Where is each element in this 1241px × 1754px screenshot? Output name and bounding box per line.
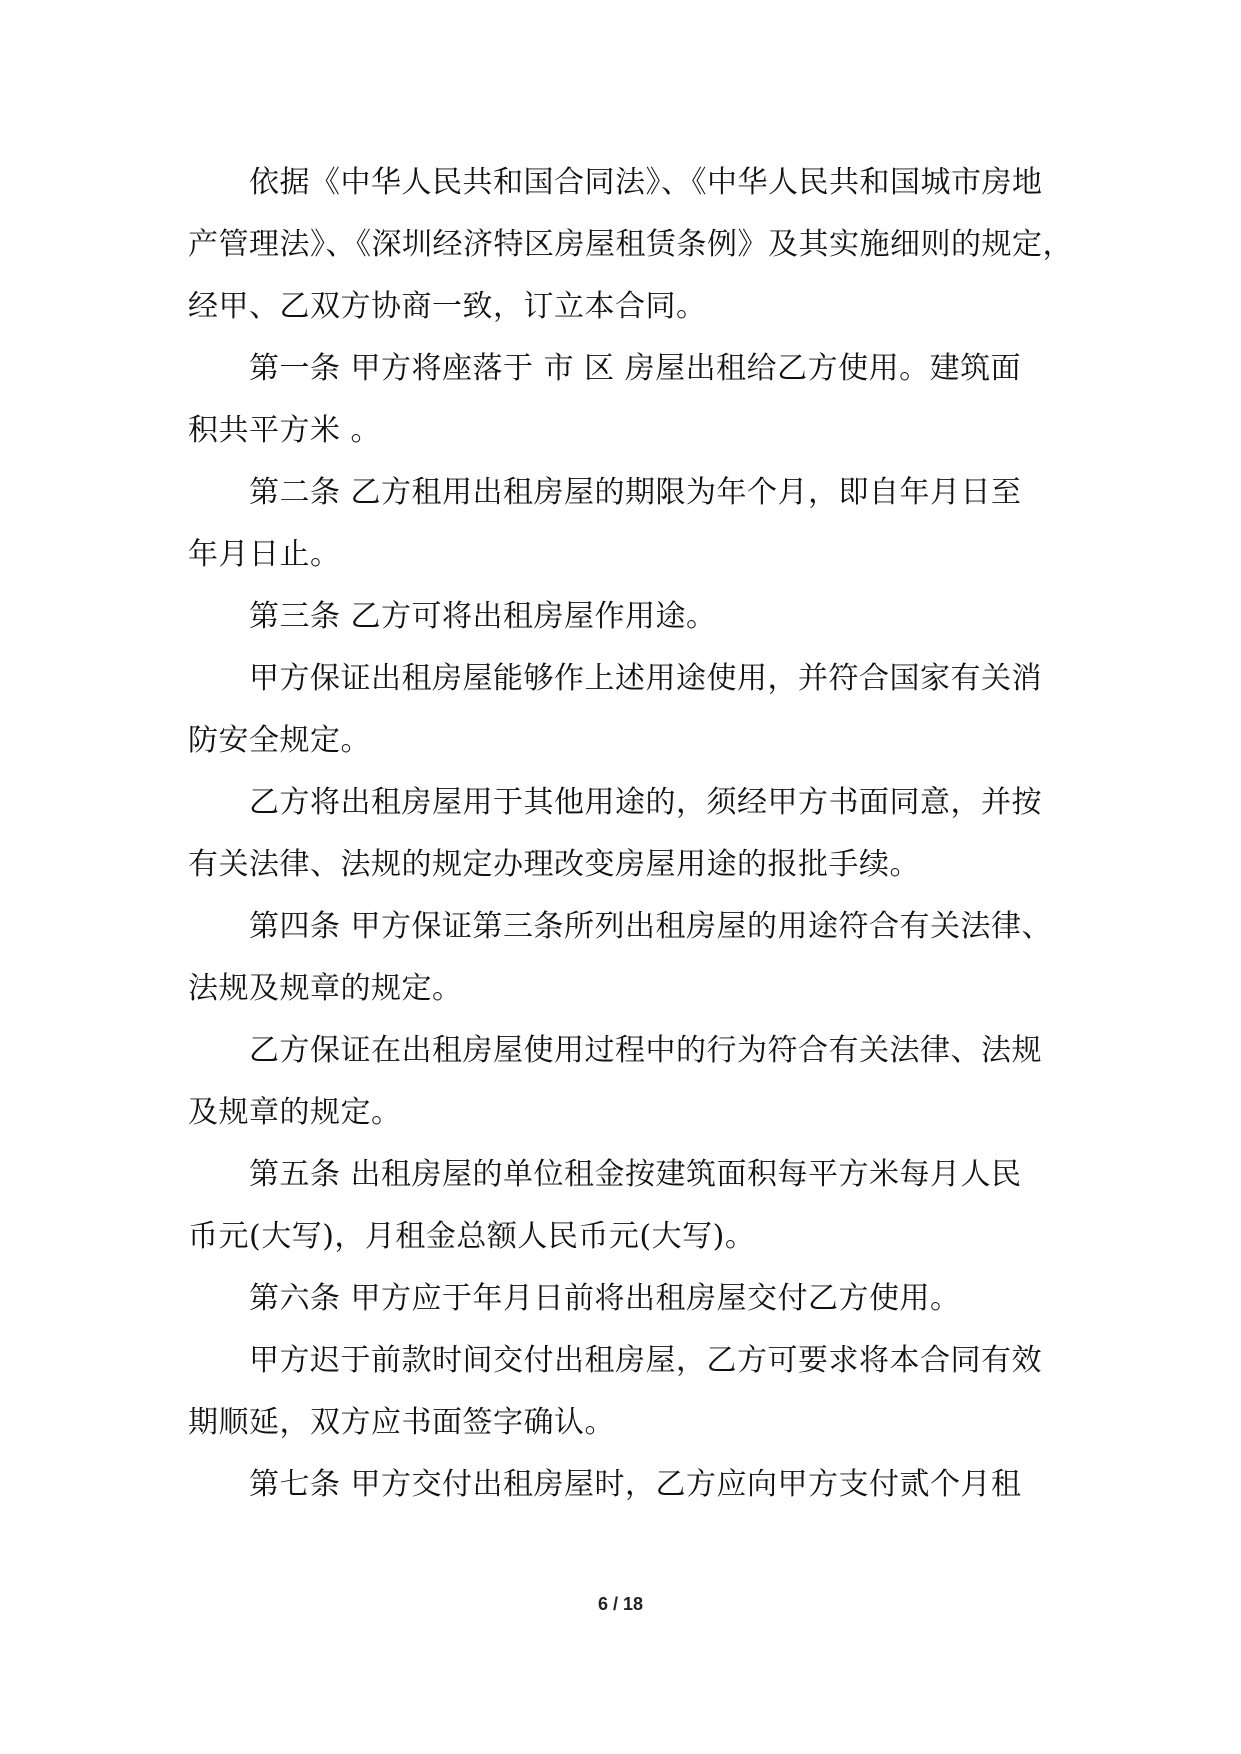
- article-2-line: 年月日止。: [188, 537, 341, 572]
- paragraph-line: 甲方保证出租房屋能够作上述用途使用，并符合国家有关消: [249, 661, 1042, 696]
- article-6-line: 第六条 甲方应于年月日前将出租房屋交付乙方使用。: [249, 1281, 961, 1316]
- article-1-line: 第一条 甲方将座落于 市 区 房屋出租给乙方使用。建筑面: [249, 351, 1022, 386]
- page-number: 6 / 18: [597, 1594, 644, 1614]
- paragraph-line: 乙方将出租房屋用于其他用途的，须经甲方书面同意，并按: [249, 785, 1042, 820]
- document-body: [188, 152, 1073, 1516]
- article-4-line: 第四条 甲方保证第三条所列出租房屋的用途符合有关法律、: [249, 909, 1053, 944]
- article-5-line: 币元(大写)，月租金总额人民币元(大写)。: [188, 1219, 756, 1254]
- article-7-line: 第七条 甲方交付出租房屋时，乙方应向甲方支付贰个月租: [249, 1467, 1022, 1502]
- paragraph-line: 有关法律、法规的规定办理改变房屋用途的报批手续。: [188, 847, 920, 882]
- paragraph-line: 及规章的规定。: [188, 1095, 402, 1130]
- paragraph-line: 防安全规定。: [188, 723, 371, 758]
- article-4-line: 法规及规章的规定。: [188, 971, 463, 1006]
- paragraph-line: 期顺延，双方应书面签字确认。: [188, 1405, 615, 1440]
- article-3-line: 第三条 乙方可将出租房屋作用途。: [249, 599, 717, 634]
- article-1-line: 积共平方米 。: [188, 413, 382, 448]
- article-2-line: 第二条 乙方租用出租房屋的期限为年个月，即自年月日至: [249, 475, 1022, 510]
- paragraph-line: 乙方保证在出租房屋使用过程中的行为符合有关法律、法规: [249, 1033, 1042, 1068]
- paragraph-line: 甲方迟于前款时间交付出租房屋，乙方可要求将本合同有效: [249, 1343, 1042, 1378]
- article-5-line: 第五条 出租房屋的单位租金按建筑面积每平方米每月人民: [249, 1157, 1022, 1192]
- paragraph-line: 产管理法》、《深圳经济特区房屋租赁条例》及其实施细则的规定，: [188, 227, 1073, 262]
- paragraph-line: 经甲、乙双方协商一致，订立本合同。: [188, 289, 707, 324]
- paragraph-line: 依据《中华人民共和国合同法》、《中华人民共和国城市房地: [249, 165, 1043, 200]
